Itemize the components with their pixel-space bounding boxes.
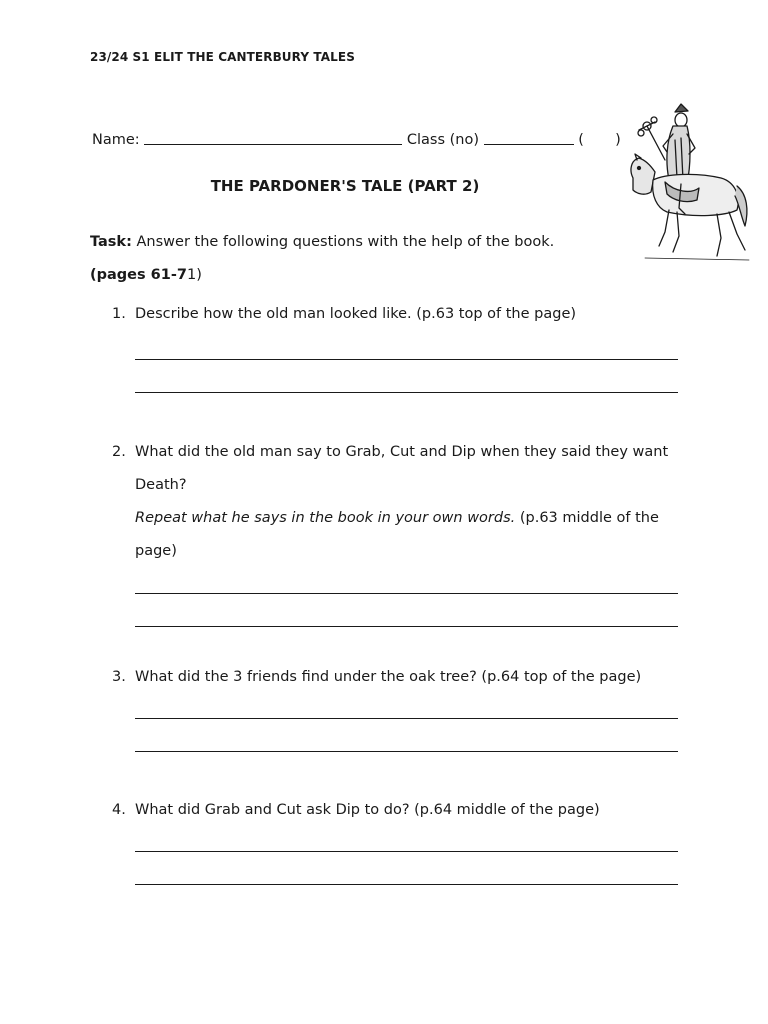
task-label: Task: [90,234,132,250]
instruction-italic: Repeat what he says in the book in your own words. [135,510,516,526]
question-text: What did the 3 friends find under the oak tree? (p.64 top of the page) [135,669,642,685]
answer-line[interactable] [135,359,678,360]
question-text: Describe how the old man looked like. (p.63 top of the page) [135,306,577,322]
question-instruction [135,502,682,568]
question-number: 1. [112,306,126,322]
question-text: What did the old man say to Grab, Cut and Dip when they said they want Death? [135,444,669,493]
task-instructions [90,226,610,292]
question-text: What did Grab and Cut ask Dip to do? (p.64 middle of the page) [135,802,600,818]
answer-line[interactable] [135,593,678,594]
instruction-ref: (p.63 middle of the page) [135,510,659,559]
answer-line[interactable] [135,884,678,885]
answer-line[interactable] [135,626,678,627]
question-number: 4. [112,802,126,818]
answer-line[interactable] [135,851,678,852]
name-class-row [92,129,621,148]
name-field[interactable] [144,129,402,145]
task-pages-end: 1) [186,267,202,283]
answer-line[interactable] [135,718,678,719]
question-number: 2. [112,444,126,460]
name-label: Name: [92,132,140,148]
pardoner-on-horse-icon [625,100,753,270]
worksheet-title: THE PARDONER'S TALE (PART 2) [210,177,480,195]
task-pages: (pages 61-7 [90,267,187,283]
paren-open: ( [578,132,584,148]
answer-line[interactable] [135,392,678,393]
question-2 [112,436,682,568]
answer-line[interactable] [135,751,678,752]
document-header: 23/24 S1 ELIT THE CANTERBURY TALES [90,50,355,64]
class-label: Class (no) [406,132,480,148]
task-text: Answer the following questions with the help of the book. [131,234,555,250]
class-field[interactable] [484,129,574,145]
question-4 [112,794,682,827]
paren-close: ) [615,132,621,148]
question-3 [112,661,682,694]
question-1 [112,298,682,331]
question-number: 3. [112,669,126,685]
